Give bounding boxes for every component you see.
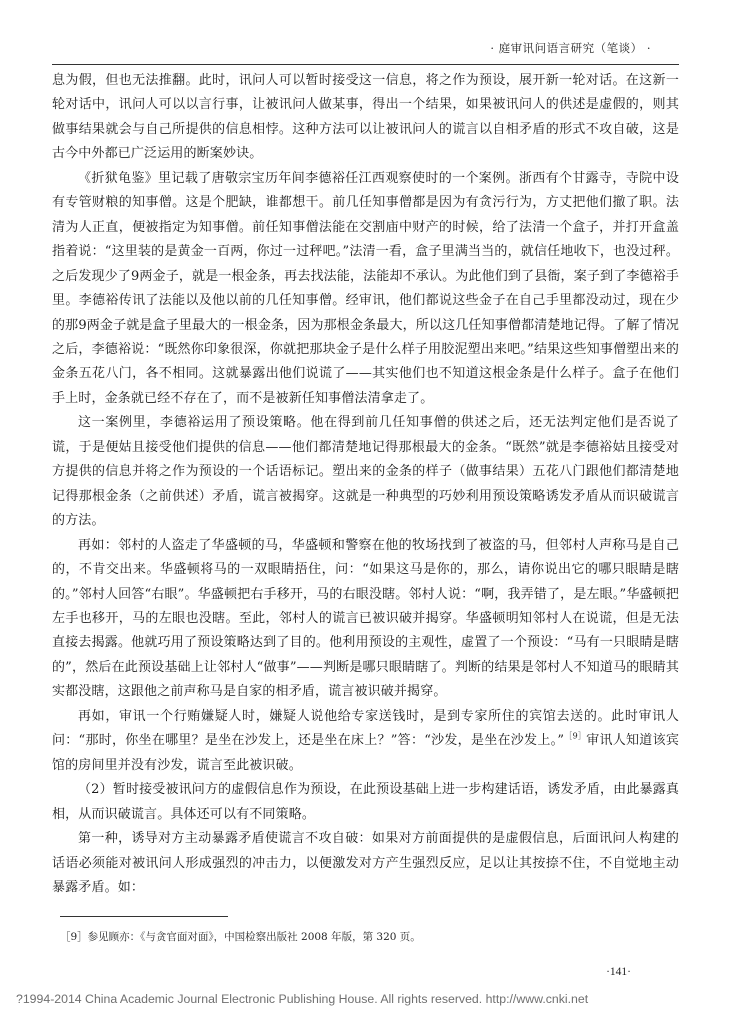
- footnote: ［9］参见顾亦：《与贪官面对面》，中国检察出版社 2008 年版，第 320 页。: [60, 931, 421, 943]
- header-divider: [52, 64, 679, 65]
- running-header: · 庭审讯问语言研究（笔谈） ·: [490, 41, 651, 55]
- article-body: [52, 69, 679, 900]
- paragraph-continuation: 息为假，但也无法推翻。此时，讯问人可以暂时接受这一信息，将之作为预设，展开新一轮对话。在这新一轮对话中，讯问人可以以言行事，让被讯问人做某事，得出一个结果，如果被讯问人的供述是虚假的，则其做事结果就会与自己所提供的信息相悖。这种方法可以让被讯问人的谎言以自相矛盾的形式不攻自破，这是古今中外都已广泛运用的断案妙诀。: [52, 73, 679, 162]
- copyright-watermark: ?1994-2014 China Academic Journal Electronic Publishing House. All rights reserved. http://www.cnki.net: [16, 992, 589, 1006]
- paragraph-bribery-tail: 审讯人知道该宾馆的房间里并没有沙发，谎言至此被识破。: [52, 733, 680, 773]
- paragraph-strategy-2: （2）暂时接受被讯问方的虚假信息作为预设，在此预设基础上进一步构建话语，诱发矛盾，由此暴露真相，从而识破谎言。具体还可以有不同策略。: [52, 782, 679, 822]
- footnote-divider: [60, 916, 228, 917]
- paragraph-strategy-first: 第一种，诱导对方主动暴露矛盾使谎言不攻自破：如果对方前面提供的是虚假信息，后面讯问人构建的话语必须能对被讯问人形成强烈的冲击力，以便激发对方产生强烈反应，足以让其按捺不住，不自觉地主动暴露矛盾。如：: [52, 831, 679, 895]
- paragraph-bribery-text: 再如，审讯一个行贿嫌疑人时，嫌疑人说他给专家送钱时，是到专家所住的宾馆去送的。此时审讯人问：“那时，你坐在哪里？是坐在沙发上，还是坐在床上？”答：“沙发，是坐在沙发上。”: [52, 708, 679, 749]
- paragraph-case-analysis: 这一案例里，李德裕运用了预设策略。他在得到前几任知事僧的供述之后，还无法判定他们是否说了谎，于是便姑且接受他们提供的信息——他们都清楚地记得那根最大的金条。“既然”就是李德裕姑且接受对方提供的信息并将之作为预设的一个话语标记。塑出来的金条的样子（做事结果）五花八门跟他们都清楚地记得那根金条（之前供述）矛盾，谎言被揭穿。这就是一种典型的巧妙利用预设策略诱发矛盾从而识破谎言的方法。: [52, 415, 679, 529]
- page-number: ·141·: [606, 966, 631, 978]
- paragraph-case-zheyu-guijian: 《折狱龟鉴》里记载了唐敬宗宝历年间李德裕任江西观察使时的一个案例。浙西有个甘露寺，寺院中设有专管财粮的知事僧。这是个肥缺，谁都想干。前几任知事僧都是因为有贪污行为，方丈把他们撤了职。法清为人正直，便被指定为知事僧。前任知事僧法能在交割庙中财产的时候，给了法清一个盒子，并打开盒盖指着说：“这里装的是黄金一百两，你过一过秤吧。”法清一看，盒子里满当当的，就信任地收下，也没过秤。之后发现少了9两金子，就是一根金条，再去找法能，法能却不承认。为此他们到了县衙，案子到了李德裕手里。李德裕传讯了法能以及他以前的几任知事僧。经审讯，他们都说这些金子在自己手里都没动过，现在少的那9两金子就是盒子里最大的一根金条，因为那根金条最大，所以这几任知事僧都清楚地记得。了解了情况之后，李德裕说：“既然你印象很深，你就把那块金子是什么样子用胶泥塑出来吧。”结果这些知事僧塑出来的金条五花八门，各不相同。这就暴露出他们说谎了——其实他们也不知道这根金条是什么样子。盒子在他们手上时，金条就已经不存在了，而不是被新任知事僧法清拿走了。: [52, 170, 679, 406]
- footnote-citation-9[interactable]: ［9］: [564, 731, 587, 741]
- paragraph-washington-horse: 再如：邻村的人盗走了华盛顿的马，华盛顿和警察在他的牧场找到了被盗的马，但邻村人声称马是自己的，不肯交出来。华盛顿将马的一双眼睛捂住，问：“如果这马是你的，那么，请你说出它的哪只眼睛是瞎的。”邻村人回答“右眼”。华盛顿把右手移开，马的右眼没瞎。邻村人说：“啊，我弄错了，是左眼。”华盛顿把左手也移开，马的左眼也没瞎。至此，邻村人的谎言已被识破并揭穿。华盛顿明知邻村人在说谎，但是无法直接去揭露。他就巧用了预设策略达到了目的。他利用预设的主观性，虚置了一个预设：“马有一只眼睛是瞎的”，然后在此预设基础上让邻村人“做事”——判断是哪只眼睛瞎了。判断的结果是邻村人不知道马的眼睛其实都没瞎，这跟他之前声称马是自家的相矛盾，谎言被识破并揭穿。: [52, 537, 679, 700]
- paragraph-bribery-example: [52, 705, 679, 778]
